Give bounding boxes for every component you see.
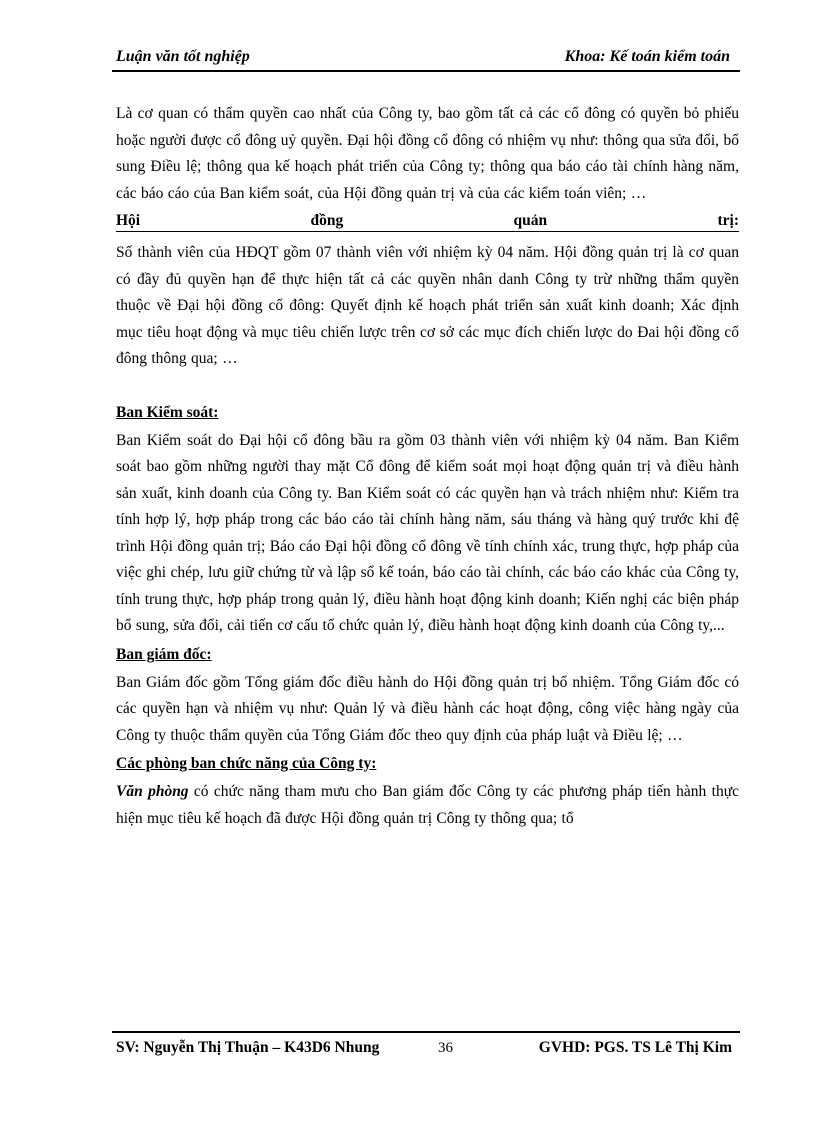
header-faculty: Khoa: Kế toán kiểm toán: [564, 48, 730, 65]
page-content: [116, 101, 739, 832]
footer-advisor: GVHD: PGS. TS Lê Thị Kim: [538, 1039, 732, 1056]
heading-supervisory-board: Ban Kiểm soát:: [116, 403, 219, 421]
heading-word: Hội: [116, 212, 141, 229]
paragraph-supervisory-board: Ban Kiểm soát do Đại hội cổ đông bầu ra gồm 03 thành viên với nhiệm kỳ 04 năm. Ban Kiểm soát bao gồm những người thay mặt Cổ đông để kiểm soát mọi hoạt động quản trị và điều hành sản xuất, kinh doanh của Công ty. Ban Kiểm soát có các quyền hạn và trách nhiệm như: Kiểm tra tính hợp lý, hợp pháp trong các báo cáo tài chính hàng năm, sáu tháng và hàng quý trước khi đệ trình Hội đồng quản trị; Báo cáo Đại hội đồng cổ đông về tính chính xác, trung thực, hợp pháp của việc ghi chép, lưu giữ chứng từ và lập sổ kế toán, báo cáo tài chính, các báo cáo khác của Công ty, tính trung thực, hợp pháp trong quản lý, điều hành hoạt động kinh doanh; Kiến nghị các biện pháp bổ sung, sửa đổi, cải tiến cơ cấu tổ chức quản lý, điều hành hoạt động kinh doanh của Công ty,...: [116, 431, 739, 634]
heading-departments: Các phòng ban chức năng của Công ty:: [116, 755, 377, 772]
footer-student: SV: Nguyễn Thị Thuận – K43D6 Nhung: [116, 1039, 380, 1056]
page-number: 36: [438, 1040, 453, 1056]
heading-word: đồng: [310, 212, 344, 229]
paragraph-management: Ban Giám đốc gồm Tổng giám đốc điều hành do Hội đồng quản trị bổ nhiệm. Tổng Giám đốc có các quyền hạn và nhiệm vụ như: Quản lý và điều hành các hoạt động, công việc hàng ngày của Công ty thuộc thẩm quyền của Tổng Giám đốc theo quy định của pháp luật và Điều lệ; …: [116, 673, 739, 744]
header-thesis-title: Luận văn tốt nghiệp: [116, 48, 250, 65]
office-label: Văn phòng: [116, 783, 189, 800]
paragraph-office: [116, 779, 739, 832]
heading-management: Ban giám đốc:: [116, 645, 212, 663]
heading-board-of-directors: [116, 211, 739, 232]
paragraph-board-of-directors: Số thành viên của HĐQT gồm 07 thành viên với nhiệm kỳ 04 năm. Hội đồng quản trị là cơ quan có đầy đủ quyền hạn để thực hiện tất cả các quyền nhân danh Công ty trừ những thẩm quyền thuộc về Đại hội đồng cổ đông: Quyết định kế hoạch phát triển sản xuất kinh doanh; Xác định mục tiêu hoạt động và mục tiêu chiến lược trên cơ sở các mục đích chiến lược do Đai hội đồng cổ đông thông qua; …: [116, 244, 739, 367]
paragraph-shareholders-meeting: Là cơ quan có thẩm quyền cao nhất của Công ty, bao gồm tất cả các cổ đông có quyền bỏ phiếu hoặc người được cổ đông uỷ quyền. Đại hội đồng cổ đông có nhiệm vụ như: thông qua sửa đổi, bổ sung Điều lệ; thông qua kế hoạch phát triển của Công ty; thông qua báo cáo tài chính hàng năm, các báo cáo của Ban kiểm soát, của Hội đồng quản trị và của các kiểm toán viên; …: [116, 105, 739, 202]
footer-rule: [112, 1031, 740, 1033]
office-text: có chức năng tham mưu cho Ban giám đốc Công ty các phương pháp tiến hành thực hiện mục tiêu kế hoạch đã được Hội đồng quản trị Công ty thông qua; tổ: [116, 783, 739, 827]
heading-word: trị:: [717, 212, 739, 229]
heading-word: quản: [513, 212, 548, 229]
page-header: [112, 46, 740, 72]
